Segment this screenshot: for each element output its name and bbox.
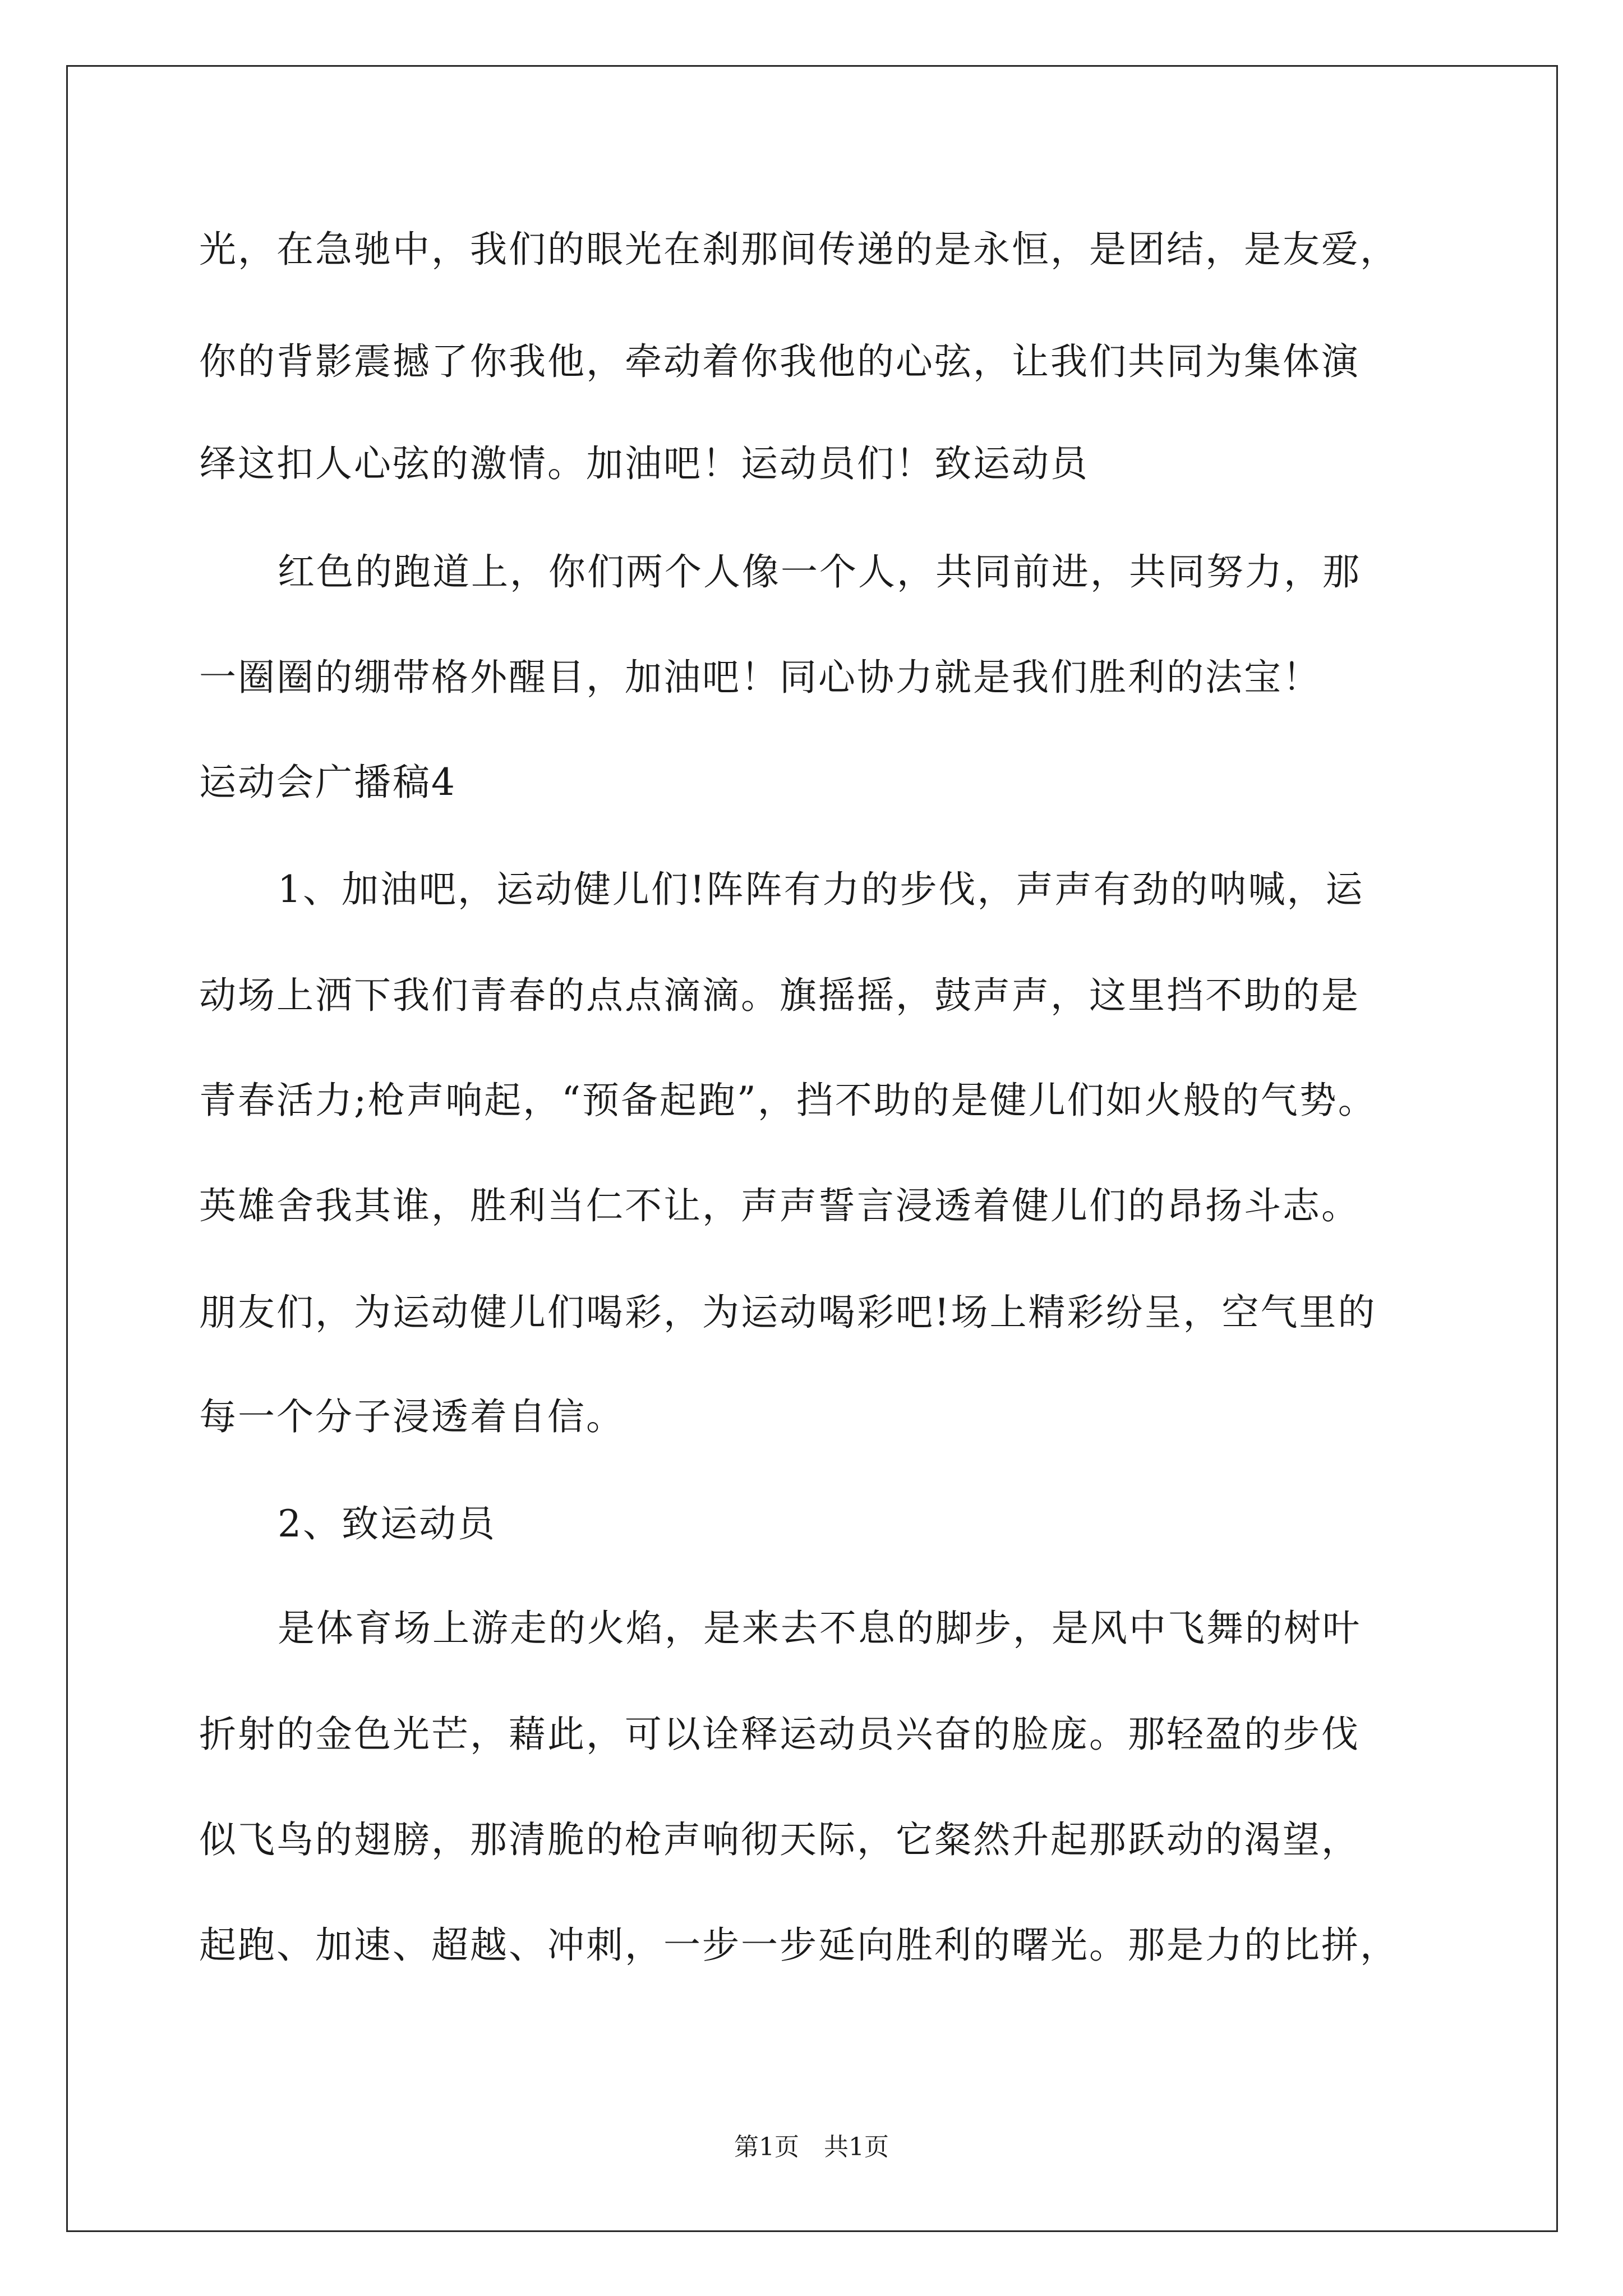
text-line: 绎这扣人心弦的激情。加油吧！运动员们！致运动员 [199, 442, 1089, 485]
text-line: 你的背影震撼了你我他，牵动着你我他的心弦，让我们共同为集体演 [199, 340, 1360, 383]
text-line: 动场上洒下我们青春的点点滴滴。旗摇摇，鼓声声，这里挡不助的是 [199, 974, 1360, 1017]
paragraph-first-line: 是体育场上游走的火焰，是来去不息的脚步，是风中飞舞的树叶 [278, 1607, 1361, 1650]
paragraph-first-line: 1、加油吧，运动健儿们!阵阵有力的步伐，声声有劲的呐喊，运 [278, 868, 1364, 911]
text-line: 每一个分子浸透着自信。 [199, 1395, 625, 1438]
page-border [66, 65, 1558, 2232]
text-line: 朋友们，为运动健儿们喝彩，为运动喝彩吧!场上精彩纷呈，空气里的 [199, 1291, 1377, 1334]
paragraph-first-line: 红色的跑道上，你们两个人像一个人，共同前进，共同努力，那 [278, 550, 1361, 593]
paragraph-first-line: 2、致运动员 [278, 1502, 496, 1545]
text-line: 折射的金色光芒，藉此，可以诠释运动员兴奋的脸庞。那轻盈的步伐 [199, 1713, 1360, 1756]
text-line: 一圈圈的绷带格外醒目，加油吧！同心协力就是我们胜利的法宝！ [199, 656, 1321, 699]
section-heading: 运动会广播稿4 [199, 761, 457, 804]
text-line: 似飞鸟的翅膀，那清脆的枪声响彻天际，它粲然升起那跃动的渴望， [199, 1818, 1360, 1861]
text-line: 起跑、加速、超越、冲刺，一步一步延向胜利的曙光。那是力的比拼， [199, 1924, 1399, 1967]
text-line: 青春活力;枪声响起，“预备起跑”，挡不助的是健儿们如火般的气势。 [199, 1079, 1377, 1122]
text-line: 光，在急驰中，我们的眼光在刹那间传递的是永恒，是团结，是友爱， [199, 228, 1399, 271]
page-number-footer: 第1页 共1页 [734, 2133, 889, 2161]
text-line: 英雄舍我其谁，胜利当仁不让，声声誓言浸透着健儿们的昂扬斗志。 [199, 1184, 1360, 1227]
